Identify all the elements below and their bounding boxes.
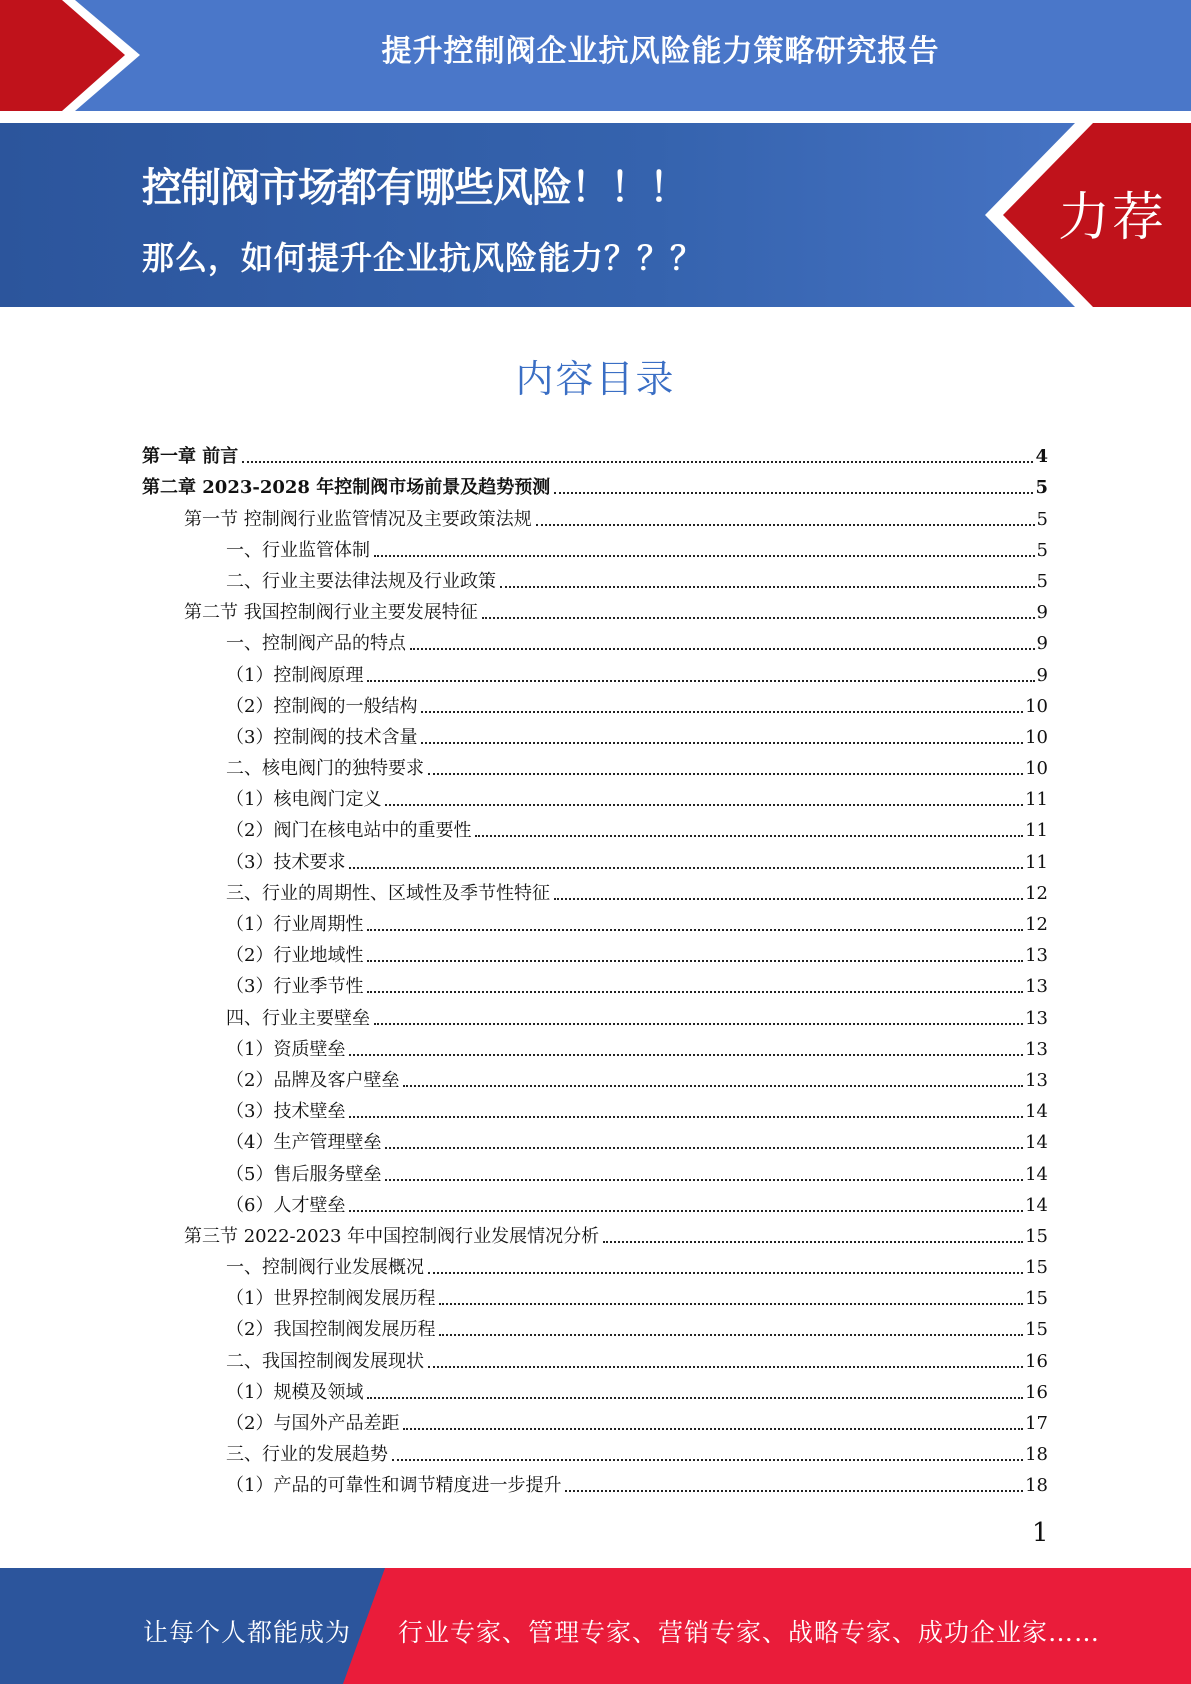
toc-entry-title: 第二章 2023-2028 年控制阀市场前景及趋势预测 (142, 477, 551, 499)
toc-entry[interactable] (142, 998, 1048, 1029)
toc-entry-title: （3）控制阀的技术含量 (226, 726, 418, 748)
toc-leader-dots (439, 1334, 1023, 1336)
toc-entry-title: （4）生产管理壁垒 (226, 1132, 382, 1154)
toc-entry-page: 13 (1025, 976, 1048, 998)
toc-entry-page: 16 (1025, 1350, 1048, 1372)
toc-leader-dots (242, 461, 1033, 463)
toc-leader-dots (367, 929, 1023, 931)
toc-leader-dots (565, 1490, 1023, 1492)
toc-entry-page: 15 (1025, 1257, 1048, 1279)
toc-entry-title: 第二节 我国控制阀行业主要发展特征 (184, 602, 478, 624)
toc-leader-dots (482, 617, 1035, 619)
toc-entry[interactable] (142, 718, 1048, 749)
toc-entry-title: 一、行业监管体制 (226, 539, 370, 561)
toc-leader-dots (367, 680, 1034, 682)
toc-entry-page: 10 (1025, 758, 1048, 780)
table-of-contents (142, 437, 1048, 1497)
toc-leader-dots (374, 1023, 1023, 1025)
toc-entry[interactable] (142, 1404, 1048, 1435)
toc-entry-page: 13 (1025, 1038, 1048, 1060)
toc-entry-page: 12 (1025, 914, 1048, 935)
toc-entry-title: 三、行业的周期性、区域性及季节性特征 (226, 882, 550, 904)
toc-entry[interactable] (142, 1061, 1048, 1092)
recommend-badge-shape (0, 123, 1191, 307)
toc-entry-page: 13 (1025, 945, 1048, 967)
toc-leader-dots (439, 1303, 1023, 1305)
toc-entry[interactable] (142, 687, 1048, 718)
toc-entry[interactable] (142, 874, 1048, 905)
toc-entry-page: 10 (1025, 726, 1048, 748)
toc-entry-page: 15 (1025, 1288, 1048, 1310)
toc-entry-title: （1）资质壁垒 (226, 1038, 346, 1060)
toc-entry[interactable] (142, 780, 1048, 811)
toc-entry-title: （3）行业季节性 (226, 976, 364, 998)
toc-entry[interactable] (142, 905, 1048, 936)
toc-entry[interactable] (142, 842, 1048, 873)
toc-entry-title: 第一节 控制阀行业监管情况及主要政策法规 (184, 508, 532, 530)
toc-entry-title: 二、行业主要法律法规及行业政策 (226, 570, 496, 592)
toc-entry[interactable] (142, 1186, 1048, 1217)
toc-entry[interactable] (142, 1154, 1048, 1185)
toc-entry-page: 15 (1025, 1319, 1048, 1341)
toc-entry-title: （1）产品的可靠性和调节精度进一步提升 (226, 1475, 562, 1497)
toc-entry-page: 5 (1035, 477, 1048, 499)
toc-entry-page: 13 (1025, 1069, 1048, 1091)
toc-leader-dots (403, 1085, 1023, 1087)
toc-entry-title: （2）我国控制阀发展历程 (226, 1319, 436, 1341)
toc-entry-page: 18 (1025, 1475, 1048, 1497)
toc-leader-dots (349, 1116, 1023, 1118)
toc-entry[interactable] (142, 437, 1048, 468)
toc-entry[interactable] (142, 531, 1048, 562)
toc-entry[interactable] (142, 1248, 1048, 1279)
toc-entry[interactable] (142, 1217, 1048, 1248)
toc-entry[interactable] (142, 1466, 1048, 1497)
recommend-badge: 力荐 (1058, 188, 1167, 248)
toc-leader-dots (410, 648, 1035, 650)
footer-roles: 行业专家、管理专家、营销专家、战略专家、成功企业家…… (398, 1618, 1101, 1647)
toc-entry-title: （3）技术壁垒 (226, 1101, 346, 1123)
toc-entry-title: （1）行业周期性 (226, 914, 364, 935)
toc-entry-title: （2）控制阀的一般结构 (226, 695, 418, 717)
toc-entry-title: （1）控制阀原理 (226, 664, 364, 686)
toc-entry[interactable] (142, 1373, 1048, 1404)
toc-entry-title: （3）技术要求 (226, 851, 346, 873)
toc-leader-dots (428, 1272, 1023, 1274)
toc-entry-page: 14 (1025, 1163, 1048, 1185)
toc-entry-page: 14 (1025, 1132, 1048, 1154)
toc-leader-dots (385, 804, 1023, 806)
toc-entry-title: （6）人才壁垒 (226, 1194, 346, 1216)
toc-leader-dots (367, 1397, 1023, 1399)
toc-entry[interactable] (142, 655, 1048, 686)
toc-leader-dots (385, 1147, 1023, 1149)
toc-entry-title: （2）行业地域性 (226, 945, 364, 967)
toc-entry-page: 5 (1036, 539, 1048, 561)
toc-entry[interactable] (142, 1310, 1048, 1341)
toc-entry-page: 18 (1025, 1444, 1048, 1466)
toc-entry-title: 二、我国控制阀发展现状 (226, 1350, 424, 1372)
toc-leader-dots (374, 555, 1035, 557)
toc-leader-dots (603, 1241, 1023, 1243)
toc-entry[interactable] (142, 811, 1048, 842)
toc-entry[interactable] (142, 967, 1048, 998)
toc-entry-page: 9 (1036, 633, 1048, 655)
toc-leader-dots (349, 867, 1023, 869)
toc-leader-dots (349, 1210, 1023, 1212)
toc-leader-dots (367, 991, 1023, 993)
toc-entry-page: 11 (1025, 820, 1048, 842)
toc-entry[interactable] (142, 593, 1048, 624)
toc-entry-title: （1）世界控制阀发展历程 (226, 1288, 436, 1310)
toc-entry-title: （1）规模及领域 (226, 1381, 364, 1403)
toc-leader-dots (367, 960, 1023, 962)
footer (0, 1568, 1191, 1684)
toc-entry-page: 16 (1025, 1381, 1048, 1403)
toc-leader-dots (536, 524, 1035, 526)
toc-entry[interactable] (142, 468, 1048, 499)
toc-entry[interactable] (142, 1030, 1048, 1061)
toc-leader-dots (392, 1459, 1023, 1461)
toc-entry-title: 二、核电阀门的独特要求 (226, 758, 424, 780)
toc-leader-dots (428, 1366, 1023, 1368)
toc-leader-dots (403, 1428, 1023, 1430)
toc-entry[interactable] (142, 562, 1048, 593)
toc-entry-title: （2）阀门在核电站中的重要性 (226, 820, 472, 842)
toc-entry-page: 9 (1036, 664, 1048, 686)
toc-entry-title: 第一章 前言 (142, 446, 239, 468)
toc-entry-page: 13 (1025, 1007, 1048, 1029)
toc-entry[interactable] (142, 936, 1048, 967)
toc-entry-page: 12 (1025, 882, 1048, 904)
toc-leader-dots (475, 835, 1023, 837)
toc-entry-page: 14 (1025, 1194, 1048, 1216)
hero-subheadline: 那么，如何提升企业抗风险能力？？？ (142, 239, 704, 277)
toc-entry-title: （5）售后服务壁垒 (226, 1163, 382, 1185)
toc-entry[interactable] (142, 1092, 1048, 1123)
toc-leader-dots (421, 711, 1023, 713)
toc-entry-title: 一、控制阀产品的特点 (226, 633, 406, 655)
toc-entry-title: 一、控制阀行业发展概况 (226, 1257, 424, 1279)
toc-leader-dots (428, 773, 1023, 775)
toc-entry-page: 4 (1035, 446, 1048, 468)
toc-entry-page: 5 (1036, 508, 1048, 530)
footer-slogan: 让每个人都能成为 (143, 1618, 352, 1647)
toc-entry-title: 第三节 2022-2023 年中国控制阀行业发展情况分析 (184, 1225, 600, 1247)
toc-entry-page: 15 (1025, 1225, 1048, 1247)
toc-entry-page: 10 (1025, 695, 1048, 717)
toc-leader-dots (500, 586, 1035, 588)
toc-heading: 内容目录 (515, 357, 676, 401)
toc-entry-title: （2）品牌及客户壁垒 (226, 1069, 400, 1091)
hero-banner (0, 123, 1191, 307)
report-title: 提升控制阀企业抗风险能力策略研究报告 (381, 34, 940, 69)
toc-entry[interactable] (142, 1341, 1048, 1372)
toc-entry-title: （2）与国外产品差距 (226, 1413, 400, 1434)
toc-entry[interactable] (142, 1123, 1048, 1154)
toc-leader-dots (421, 742, 1023, 744)
toc-leader-dots (554, 898, 1023, 900)
toc-leader-dots (385, 1179, 1023, 1181)
toc-entry-title: 三、行业的发展趋势 (226, 1444, 388, 1466)
toc-entry-page: 11 (1025, 789, 1048, 811)
page-number: 1 (1032, 1518, 1049, 1548)
top-banner (0, 0, 1191, 111)
toc-entry-page: 17 (1025, 1413, 1048, 1434)
toc-entry[interactable] (142, 1435, 1048, 1466)
toc-entry-title: 四、行业主要壁垒 (226, 1007, 370, 1029)
toc-entry[interactable] (142, 1279, 1048, 1310)
hero-headline: 控制阀市场都有哪些风险！！！ (142, 165, 688, 211)
toc-entry-page: 9 (1036, 602, 1048, 624)
toc-leader-dots (554, 492, 1033, 494)
toc-leader-dots (349, 1054, 1023, 1056)
toc-entry[interactable] (142, 499, 1048, 530)
toc-entry-page: 5 (1036, 570, 1048, 592)
toc-entry-page: 11 (1025, 851, 1048, 873)
toc-entry-page: 14 (1025, 1101, 1048, 1123)
toc-entry[interactable] (142, 624, 1048, 655)
toc-entry[interactable] (142, 749, 1048, 780)
toc-entry-title: （1）核电阀门定义 (226, 789, 382, 811)
